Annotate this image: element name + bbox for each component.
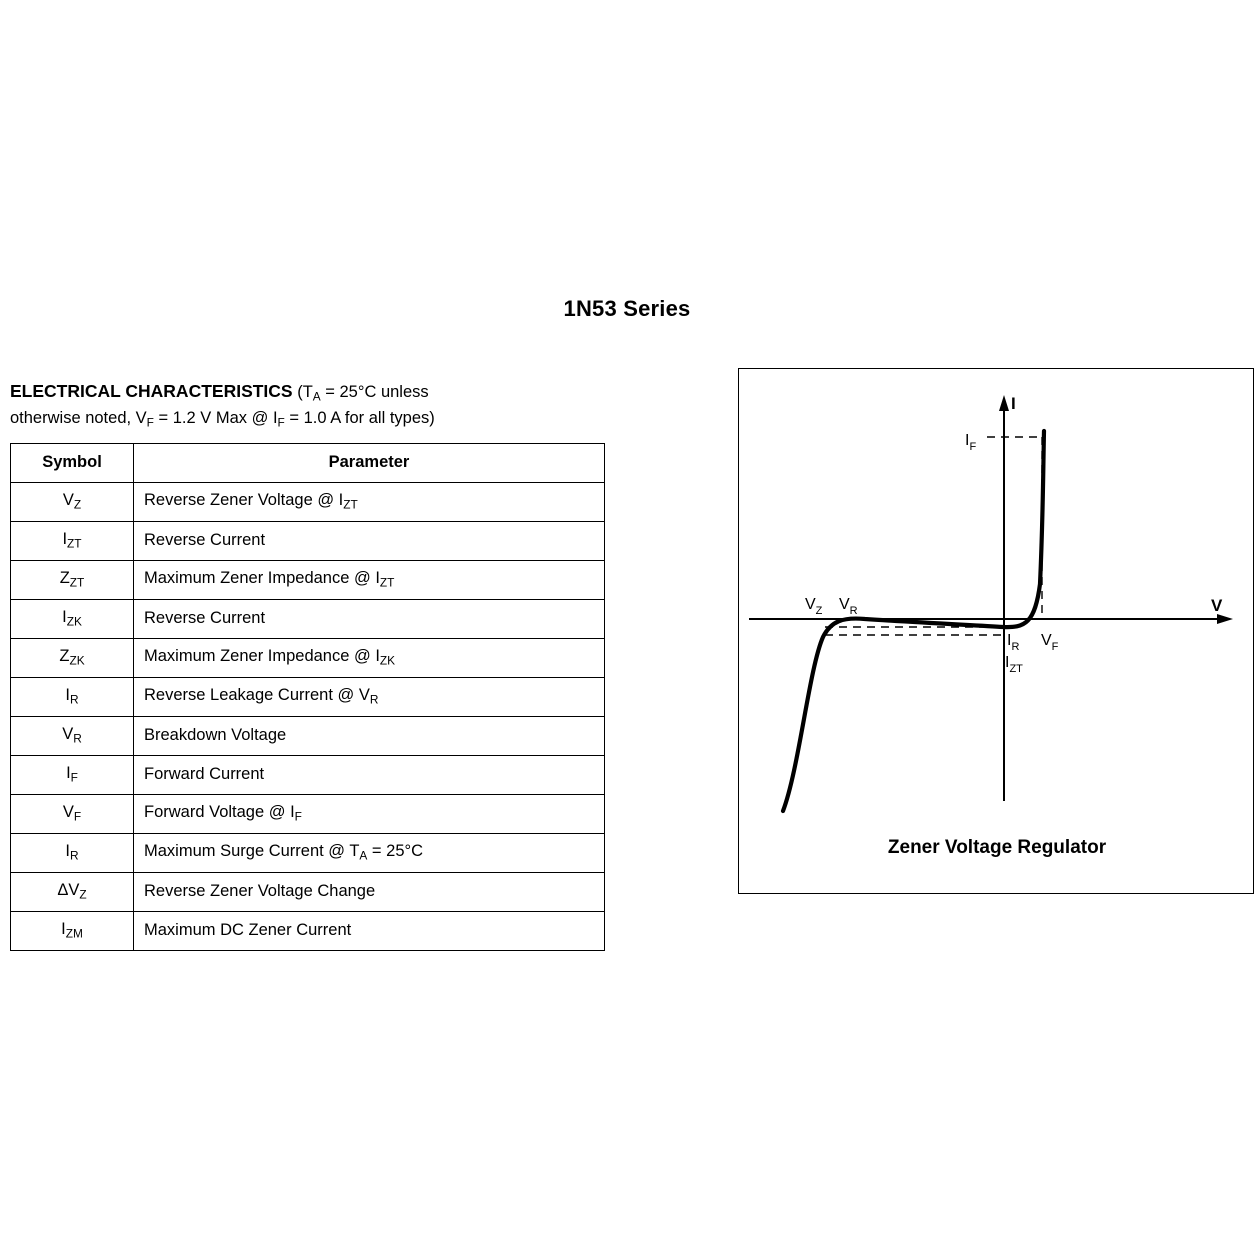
table-row (11, 794, 605, 833)
cell-parameter: Maximum DC Zener Current (134, 911, 605, 950)
current-axis-arrow (999, 395, 1009, 411)
section-heading-bold: ELECTRICAL CHARACTERISTICS (10, 381, 293, 401)
current-axis-label: I (1011, 394, 1016, 413)
cell-symbol: $V_Z$ (11, 482, 134, 521)
cell-symbol: $I_R$ (11, 833, 134, 872)
electrical-characteristics-table (10, 443, 605, 951)
vf-label: $V_F$ (1041, 632, 1059, 653)
voltage-axis-arrow (1217, 614, 1233, 624)
figure-caption: Zener Voltage Regulator (887, 837, 1107, 858)
table-header-row (11, 443, 605, 482)
section-heading (10, 380, 590, 434)
cell-parameter: Reverse Zener Voltage @ $I_{ZT}$ (134, 482, 605, 521)
table-row (11, 911, 605, 950)
voltage-axis-label: V (1211, 596, 1223, 615)
cell-parameter: Reverse Leakage Current @ $V_R$ (134, 677, 605, 716)
cell-parameter: Forward Voltage @ $I_F$ (134, 794, 605, 833)
izt-label: $I_{ZT}$ (1005, 654, 1023, 675)
if-label: $I_F$ (965, 432, 977, 453)
cell-parameter: Forward Current (134, 755, 605, 794)
electrical-characteristics-section (10, 380, 610, 951)
cell-parameter: Maximum Zener Impedance @ $I_{ZK}$ (134, 638, 605, 677)
cell-parameter: Breakdown Voltage (134, 716, 605, 755)
vr-label: $V_R$ (839, 596, 858, 617)
cell-symbol: $I_{ZK}$ (11, 599, 134, 638)
cell-parameter: Reverse Current (134, 521, 605, 560)
table-row (11, 482, 605, 521)
section-heading-line1: ($T_A = 25^\circ C$ unless (292, 383, 429, 404)
page-title: 1N53 Series (563, 296, 691, 321)
cell-parameter: Reverse Current (134, 599, 605, 638)
table-row (11, 599, 605, 638)
section-heading-line2: otherwise noted, $V_F = 1.2$ V Max @ $I_F = 1.0$ A for all types) (10, 409, 435, 430)
vz-label: $V_Z$ (805, 596, 823, 617)
cell-symbol: $V_F$ (11, 794, 134, 833)
cell-symbol: $I_F$ (11, 755, 134, 794)
cell-symbol: $I_R$ (11, 677, 134, 716)
table-row (11, 833, 605, 872)
table-row (11, 521, 605, 560)
cell-symbol: $I_{ZM}$ (11, 911, 134, 950)
cell-symbol: $Z_{ZK}$ (11, 638, 134, 677)
cell-symbol: $Z_{ZT}$ (11, 560, 134, 599)
cell-symbol: $I_{ZT}$ (11, 521, 134, 560)
table-row (11, 677, 605, 716)
table-row (11, 560, 605, 599)
cell-parameter: Maximum Zener Impedance @ $I_{ZT}$ (134, 560, 605, 599)
table-row (11, 716, 605, 755)
cell-parameter: Reverse Zener Voltage Change (134, 872, 605, 911)
column-header-symbol: Symbol (11, 443, 134, 482)
column-header-parameter: Parameter (134, 443, 605, 482)
ir-label: $I_R$ (1007, 632, 1020, 653)
zener-iv-curve-graphic (739, 369, 1254, 895)
zener-curve-figure (738, 368, 1254, 894)
table-row (11, 638, 605, 677)
table-row (11, 872, 605, 911)
cell-symbol: $\Delta V_Z$ (11, 872, 134, 911)
table-row (11, 755, 605, 794)
cell-parameter: Maximum Surge Current @ $T_A = 25^\circ C$ (134, 833, 605, 872)
cell-symbol: $V_R$ (11, 716, 134, 755)
